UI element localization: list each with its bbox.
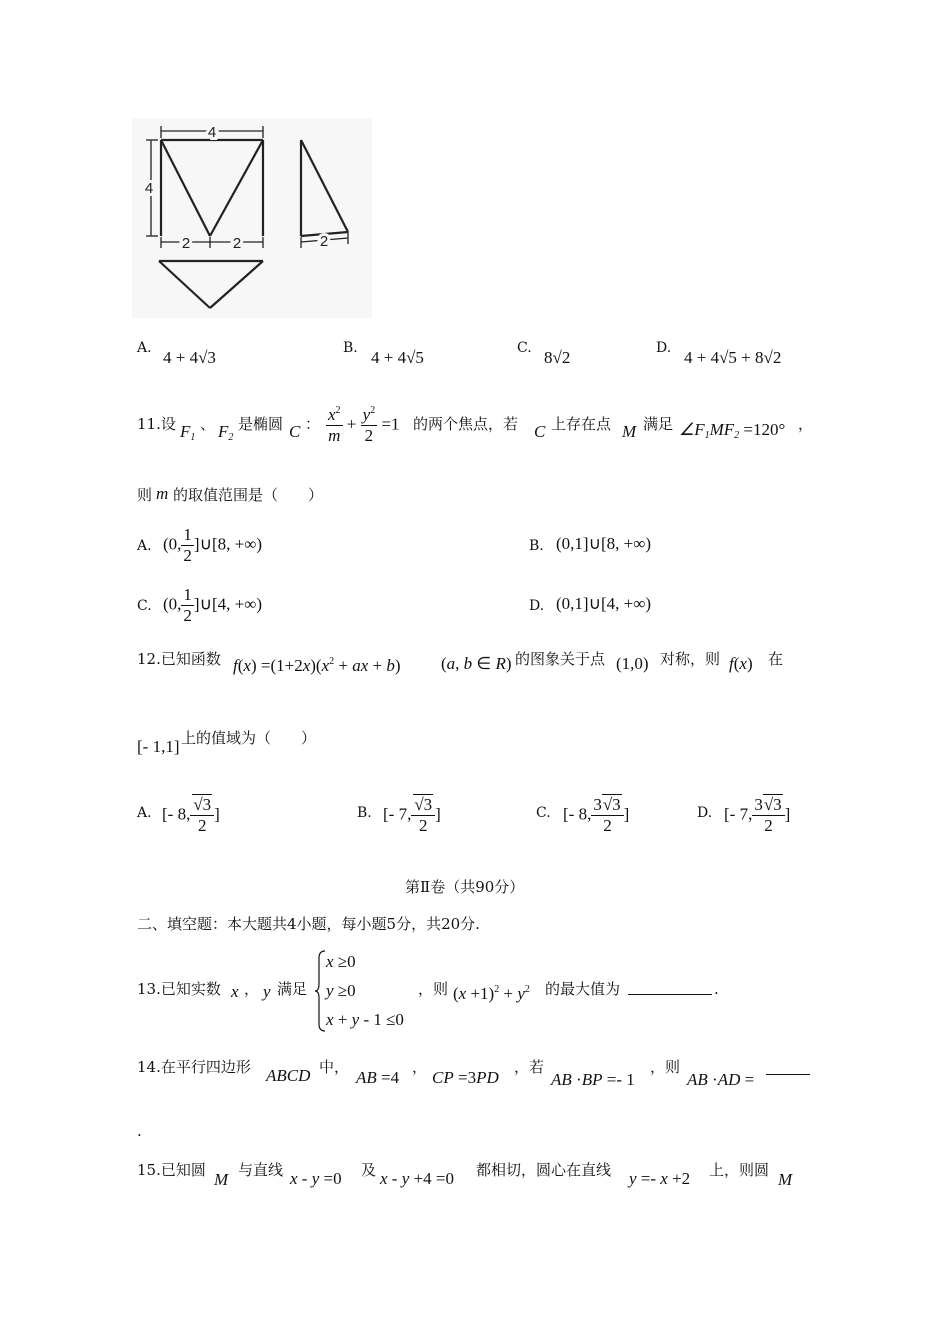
q12-option-c-label: C. — [536, 805, 551, 821]
q13-constraint-1: x ≥0 — [326, 952, 356, 971]
q11-option-d-label: D. — [529, 598, 545, 614]
q11-line2-a: 则 — [137, 486, 153, 504]
dim-left-label: 4 — [144, 180, 154, 197]
q12-point: (1,0) — [616, 654, 649, 673]
q12-text-3: 对称，则 — [660, 650, 721, 668]
q13-constraint-2: y ≥0 — [326, 981, 356, 1000]
q10-option-a-label: A. — [137, 340, 152, 356]
q15-text-5: 上，则圆 — [709, 1161, 770, 1179]
q10-option-c-value: 8√2 — [544, 348, 571, 367]
q14-dot-product-2: AB ·AD = — [687, 1070, 755, 1089]
q11-f1: $F_1$ — [180, 422, 196, 443]
q11-text-8: ， — [798, 415, 814, 433]
q12-interval: [- 1,1] — [137, 737, 180, 756]
dim-side-label: 2 — [319, 233, 329, 250]
q11-option-b-value: (0,1]∪[8, +∞) — [556, 534, 652, 553]
q12-condition: (a, b ∈ R) — [441, 654, 512, 673]
q14-dot: . — [137, 1122, 142, 1140]
q15-text-3: 及 — [361, 1161, 377, 1179]
q14-answer-blank[interactable] — [766, 1058, 810, 1075]
q12-text-1: 12.已知函数 — [137, 650, 221, 668]
q11-text-3: 是椭圆 — [238, 415, 284, 433]
q14-text-3: ， — [412, 1058, 428, 1076]
q15-line-1: x - y =0 — [290, 1169, 342, 1188]
dim-top-label: 4 — [207, 124, 217, 141]
q11-text-5: 的两个焦点，若 — [413, 415, 519, 433]
q11-line2-b: 的取值范围是（ ） — [173, 486, 324, 504]
q11-option-c-value: (0, $\frac{1}{2}$ ]∪[4, +∞) — [163, 585, 263, 625]
q10-option-a-value: 4 + 4√3 — [163, 348, 216, 367]
q13-brace — [314, 950, 326, 1032]
three-view-figure — [132, 118, 372, 318]
q13-expression: $(x +1)^2 + y^2$ — [453, 984, 530, 1003]
q11-option-d-value: (0,1]∪[4, +∞) — [556, 594, 652, 613]
q12-function: $f(x) =(1+2x)(x^2$ + ax + b) — [233, 656, 401, 675]
q15-m2: M — [778, 1170, 793, 1189]
q12-option-c-value: [- 8, $\frac{3√3}{2}$ ] — [563, 795, 630, 835]
q12-option-d-label: D. — [697, 805, 713, 821]
q13-constraint-3: x + y - 1 ≤0 — [326, 1010, 404, 1029]
q14-text-4: ，若 — [514, 1058, 545, 1076]
q11-ellipse-equation: $\frac{x^2}{m}$ + $\frac{y^2}{2}$ =1 — [328, 405, 400, 445]
q11-text-1: 11.设 — [137, 415, 176, 433]
q15-text-1: 15.已知圆 — [137, 1161, 206, 1179]
q15-center-line: y =- x +2 — [629, 1169, 691, 1188]
q11-text-2: 、 — [200, 415, 216, 433]
q11-option-b-label: B. — [529, 538, 544, 554]
q11-c2: C — [534, 422, 546, 441]
q12-option-a-label: A. — [137, 805, 152, 821]
q13-text-2: ， — [244, 980, 260, 998]
q13-x: x — [231, 982, 239, 1001]
q15-line-2: x - y +4 =0 — [380, 1169, 454, 1188]
q11-option-a-label: A. — [137, 538, 152, 554]
dim-bottom-left-label: 2 — [181, 235, 191, 252]
section-instruction: 二、填空题：本大题共4小题，每小题5分，共20分. — [137, 915, 480, 933]
q14-ab-length: AB =4 — [356, 1068, 400, 1087]
q15-m: M — [214, 1170, 229, 1189]
q13-text-4: ，则 — [418, 980, 449, 998]
q11-m: M — [622, 422, 637, 441]
q12-option-d-value: [- 7, $\frac{3√3}{2}$ ] — [724, 795, 791, 835]
q12-text-2: 的图象关于点 — [515, 650, 606, 668]
q14-text-5: ，则 — [650, 1058, 681, 1076]
q11-text-4: ： — [305, 415, 321, 433]
q11-m-var: m — [156, 484, 169, 503]
q14-text-1: 14.在平行四边形 — [137, 1058, 251, 1076]
q14-abcd: ABCD — [266, 1066, 311, 1085]
q13-text-1: 13.已知实数 — [137, 980, 221, 998]
q12-fx: f(x) — [729, 654, 753, 673]
q14-text-2: 中， — [319, 1058, 350, 1076]
q13-y: y — [263, 982, 271, 1001]
q13-text-5: 的最大值为 — [545, 980, 621, 998]
q15-text-2: 与直线 — [238, 1161, 284, 1179]
q13-answer-blank[interactable] — [628, 978, 712, 995]
q10-option-c-label: C. — [517, 340, 532, 356]
q11-option-a-value: (0, $\frac{1}{2}$ ]∪[8, +∞) — [163, 525, 263, 565]
q14-cp-pd: CP =3PD — [432, 1068, 499, 1087]
q12-option-a-value: [- 8, $\frac{√3}{2}$ ] — [162, 795, 220, 835]
q13-text-3: 满足 — [277, 980, 308, 998]
q13-text-6: . — [714, 980, 719, 998]
q12-text-4: 在 — [768, 650, 784, 668]
q14-dot-product-1: AB ·BP =- 1 — [551, 1070, 635, 1089]
q12-option-b-label: B. — [357, 805, 372, 821]
q10-option-d-value: 4 + 4√5 + 8√2 — [684, 348, 782, 367]
q11-text-6: 上存在点 — [551, 415, 612, 433]
q12-line2: 上的值域为（ ） — [181, 729, 317, 747]
q10-option-b-label: B. — [343, 340, 358, 356]
section-title: 第Ⅱ卷（共90分） — [405, 878, 525, 896]
q11-option-c-label: C. — [137, 598, 152, 614]
q10-option-d-label: D. — [656, 340, 672, 356]
dim-bottom-right-label: 2 — [232, 235, 242, 252]
q11-f2: $F_2$ — [218, 422, 234, 443]
q11-c: C — [289, 422, 301, 441]
q10-option-b-value: 4 + 4√5 — [371, 348, 424, 367]
q11-text-7: 满足 — [643, 415, 674, 433]
q15-text-4: 都相切，圆心在直线 — [476, 1161, 612, 1179]
q11-angle: $\angle F_1MF_2 =120^\circ$ — [679, 420, 786, 441]
q12-option-b-value: [- 7, $\frac{√3}{2}$ ] — [383, 795, 441, 835]
